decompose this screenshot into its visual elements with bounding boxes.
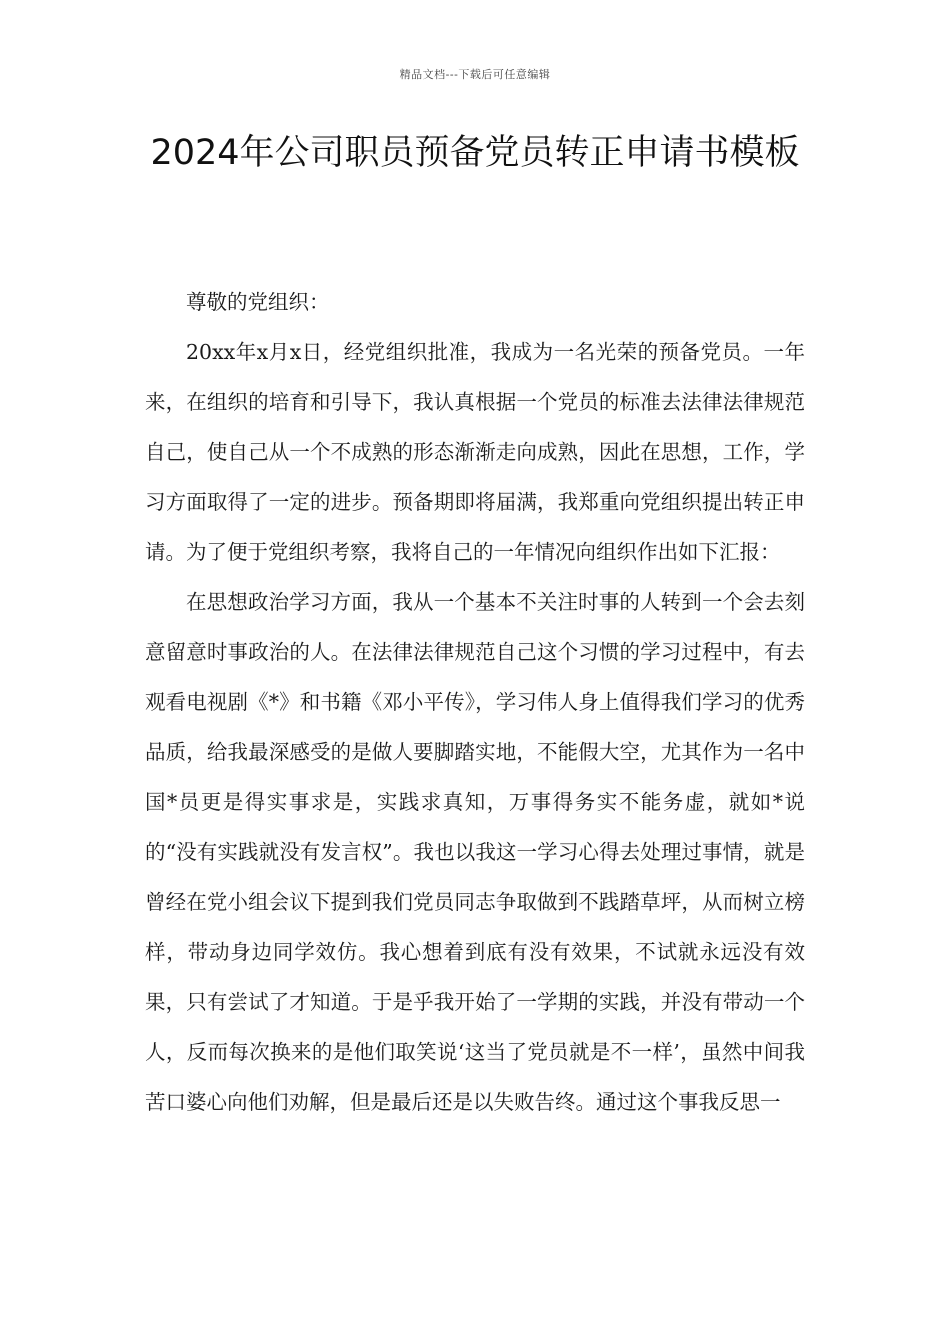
header-note: 精品文档---下载后可任意编辑 [399,68,551,81]
paragraph-2: 在思想政治学习方面，我从一个基本不关注时事的人转到一个会去刻意留意时事政治的人。在法律法律规范自己这个习惯的学习过程中，有去观看电视剧《*》和书籍《邓小平传》，学习伟人身上值得我们学习的优秀品质，给我最深感受的是做人要脚踏实地，不能假大空，尤其作为一名中国*员更是得实事求是，实践求真知，万事得务实不能务虚，就如*说的“没有实践就没有发言权”。我也以我这一学习心得去处理过事情，就是曾经在党小组会议下提到我们党员同志争取做到不践踏草坪，从而树立榜样，带动身边同学效仿。我心想着到底有没有效果，不试就永远没有效果，只有尝试了才知道。于是乎我开始了一学期的实践，并没有带动一个人，反而每次换来的是他们取笑说‘这当了党员就是不一样’，虽然中间我苦口婆心向他们劝解，但是最后还是以失败告终。通过这个事我反思一 [145,590,805,1114]
paragraph-1: 20xx年x月x日，经党组织批准，我成为一名光荣的预备党员。一年来，在组织的培育和引导下，我认真根据一个党员的标准去法律法律规范自己，使自己从一个不成熟的形态渐渐走向成熟，因此在思想，工作，学习方面取得了一定的进步。预备期即将届满，我郑重向党组织提出转正申请。为了便于党组织考察，我将自己的一年情况向组织作出如下汇报： [145,340,805,564]
document-body [145,277,805,1127]
document-title: 2024年公司职员预备党员转正申请书模板 [150,133,800,173]
salutation: 尊敬的党组织： [186,290,330,314]
